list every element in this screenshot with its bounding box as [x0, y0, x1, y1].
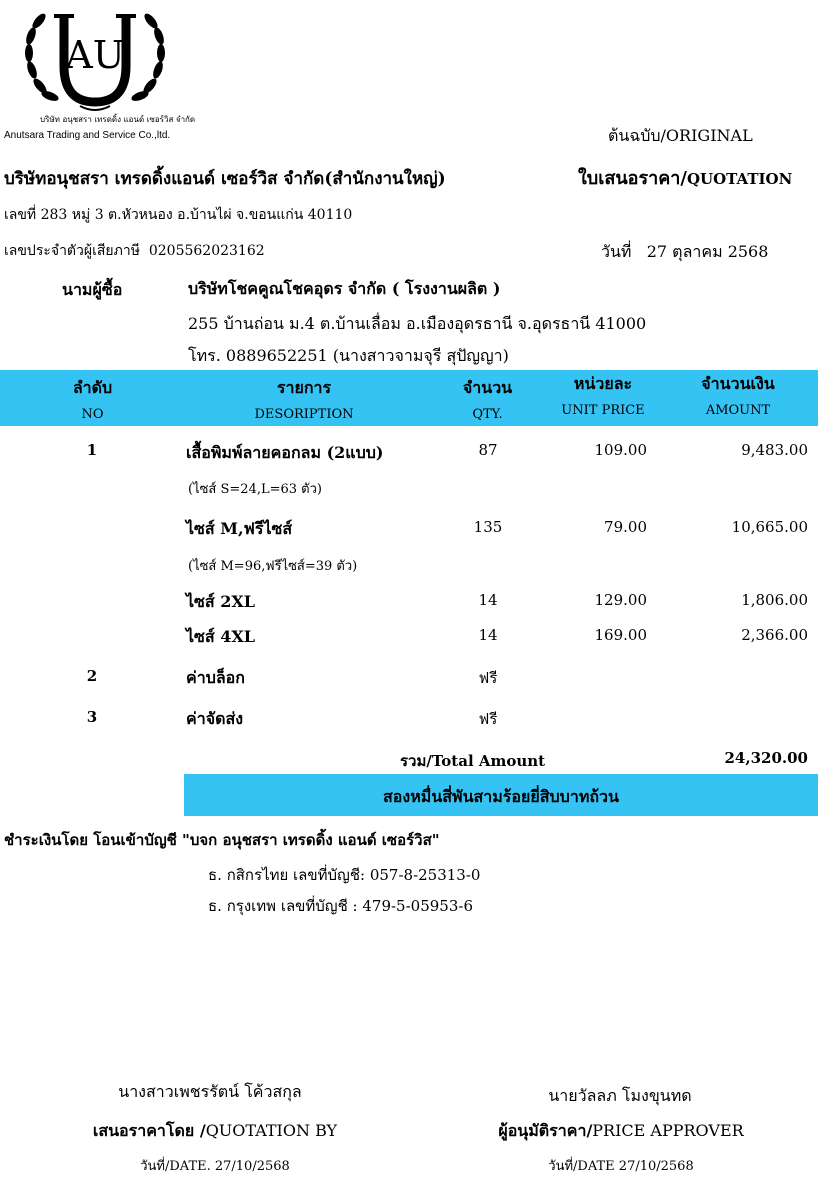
approver-date: วันที่/DATE 27/10/2568 — [548, 1159, 694, 1174]
total-label: รวม/Total Amount — [400, 752, 546, 770]
quoter-role-th: เสนอราคาโดย / — [92, 1121, 206, 1140]
row-1-unit-price: 109.00 — [594, 441, 647, 459]
svg-text:AU: AU — [65, 33, 125, 77]
copy-label: ต้นฉบับ/ORIGINAL — [608, 126, 753, 145]
document-title — [578, 163, 792, 192]
company-logo — [20, 6, 170, 114]
company-name: บริษัทอนุชสรา เทรดดิ้งแอนด์ เซอร์วิส จำกัด(สำนักงานใหญ่) — [4, 169, 446, 189]
row-size-2xl-unit-price: 129.00 — [594, 591, 647, 609]
document-title-en: QUOTATION — [686, 170, 793, 188]
row-size-m-description: ไซส์ M,ฟรีไซส์ — [186, 519, 293, 538]
row-3-qty: ฟรี — [478, 710, 498, 728]
row-size-m-qty: 135 — [473, 518, 503, 536]
header-unit-price: หน่วยละ UNIT PRICE — [561, 374, 645, 418]
row-2-description: ค่าบล็อก — [186, 668, 245, 687]
row-size-4xl-unit-price: 169.00 — [594, 626, 647, 644]
header-no: ลำดับ NO — [72, 378, 113, 422]
row-2-no: 2 — [86, 667, 98, 685]
row-size-4xl-amount: 2,366.00 — [741, 626, 808, 644]
buyer-label: นามผู้ซื้อ — [62, 280, 123, 299]
row-3-no: 3 — [86, 708, 98, 726]
row-size-m-note: (ไซส์ M=96,ฟรีไซส์=39 ตัว) — [188, 559, 358, 574]
logo-name-thai: บริษัท อนุชสรา เทรดดิ้ง แอนด์ เซอร์วิส จำกัด — [40, 115, 196, 124]
row-size-2xl-amount: 1,806.00 — [741, 591, 808, 609]
header-qty: จำนวน QTY. — [462, 378, 513, 422]
bank-account-bangkok: ธ. กรุงเทพ เลขที่บัญชี : 479-5-05953-6 — [208, 897, 473, 915]
company-address: เลขที่ 283 หมู่ 3 ต.หัวหนอง อ.บ้านไผ่ จ.ขอนแก่น 40110 — [4, 207, 353, 223]
row-size-m-amount: 10,665.00 — [731, 518, 808, 536]
buyer-phone: โทร. 0889652251 (นางสาวจามจุรี สุปัญญา) — [188, 346, 509, 365]
quoter-date: วันที่/DATE. 27/10/2568 — [140, 1159, 290, 1174]
quoter-role — [60, 1119, 370, 1144]
tax-id-value: 0205562023162 — [148, 243, 265, 259]
approver-name: นายวัลลภ โมงขุนทด — [548, 1086, 692, 1105]
row-size-2xl-qty: 14 — [478, 591, 498, 609]
date-value: 27 ตุลาคม 2568 — [646, 242, 769, 261]
buyer-name: บริษัทโชคคูณโชคอุดร จำกัด ( โรงงานผลิต ) — [188, 279, 501, 298]
row-size-4xl-qty: 14 — [478, 626, 498, 644]
header-amount: จำนวนเงิน AMOUNT — [701, 374, 775, 418]
tax-id-label: เลขประจำตัวผู้เสียภาษี — [4, 243, 140, 259]
row-size-4xl-description: ไซส์ 4XL — [186, 627, 256, 646]
bank-account-kasikorn: ธ. กสิกรไทย เลขที่บัญชี: 057-8-25313-0 — [208, 866, 481, 884]
header-description: รายการ DESORIPTION — [254, 378, 354, 422]
document-title-th: ใบเสนอราคา/ — [578, 168, 687, 189]
total-amount: 24,320.00 — [724, 749, 808, 767]
buyer-address: 255 บ้านถ่อน ม.4 ต.บ้านเลื่อม อ.เมืองอุดรธานี จ.อุดรธานี 41000 — [188, 314, 647, 333]
row-1-no: 1 — [86, 441, 98, 459]
row-1-qty: 87 — [478, 441, 498, 459]
quoter-role-en: QUOTATION BY — [205, 1121, 338, 1140]
row-3-description: ค่าจัดส่ง — [186, 709, 244, 728]
date-label: วันที่ — [601, 242, 632, 261]
total-in-words: สองหมื่นสี่พันสามร้อยยี่สิบบาทถ้วน — [383, 787, 619, 806]
row-size-m-unit-price: 79.00 — [604, 518, 647, 536]
row-1-note: (ไซส์ S=24,L=63 ตัว) — [188, 482, 322, 497]
approver-role-en: PRICE APPROVER — [592, 1121, 744, 1140]
payment-method: ชำระเงินโดย โอนเข้าบัญชี "บจก อนุชสรา เทรดดิ้ง แอนด์ เซอร์วิส" — [4, 831, 440, 849]
tax-id — [4, 240, 265, 262]
row-1-amount: 9,483.00 — [741, 441, 808, 459]
row-2-qty: ฟรี — [478, 669, 498, 687]
logo-name-english: Anutsara Trading and Service Co.,ltd. — [4, 130, 171, 141]
row-1-description: เสื้อพิมพ์ลายคอกลม (2แบบ) — [186, 443, 384, 462]
row-size-2xl-description: ไซส์ 2XL — [186, 592, 256, 611]
quoter-name: นางสาวเพชรรัตน์ โค้วสกุล — [118, 1082, 302, 1101]
approver-role-th: ผู้อนุมัติราคา/ — [498, 1121, 593, 1140]
document-date — [601, 240, 768, 265]
approver-role — [466, 1119, 776, 1144]
